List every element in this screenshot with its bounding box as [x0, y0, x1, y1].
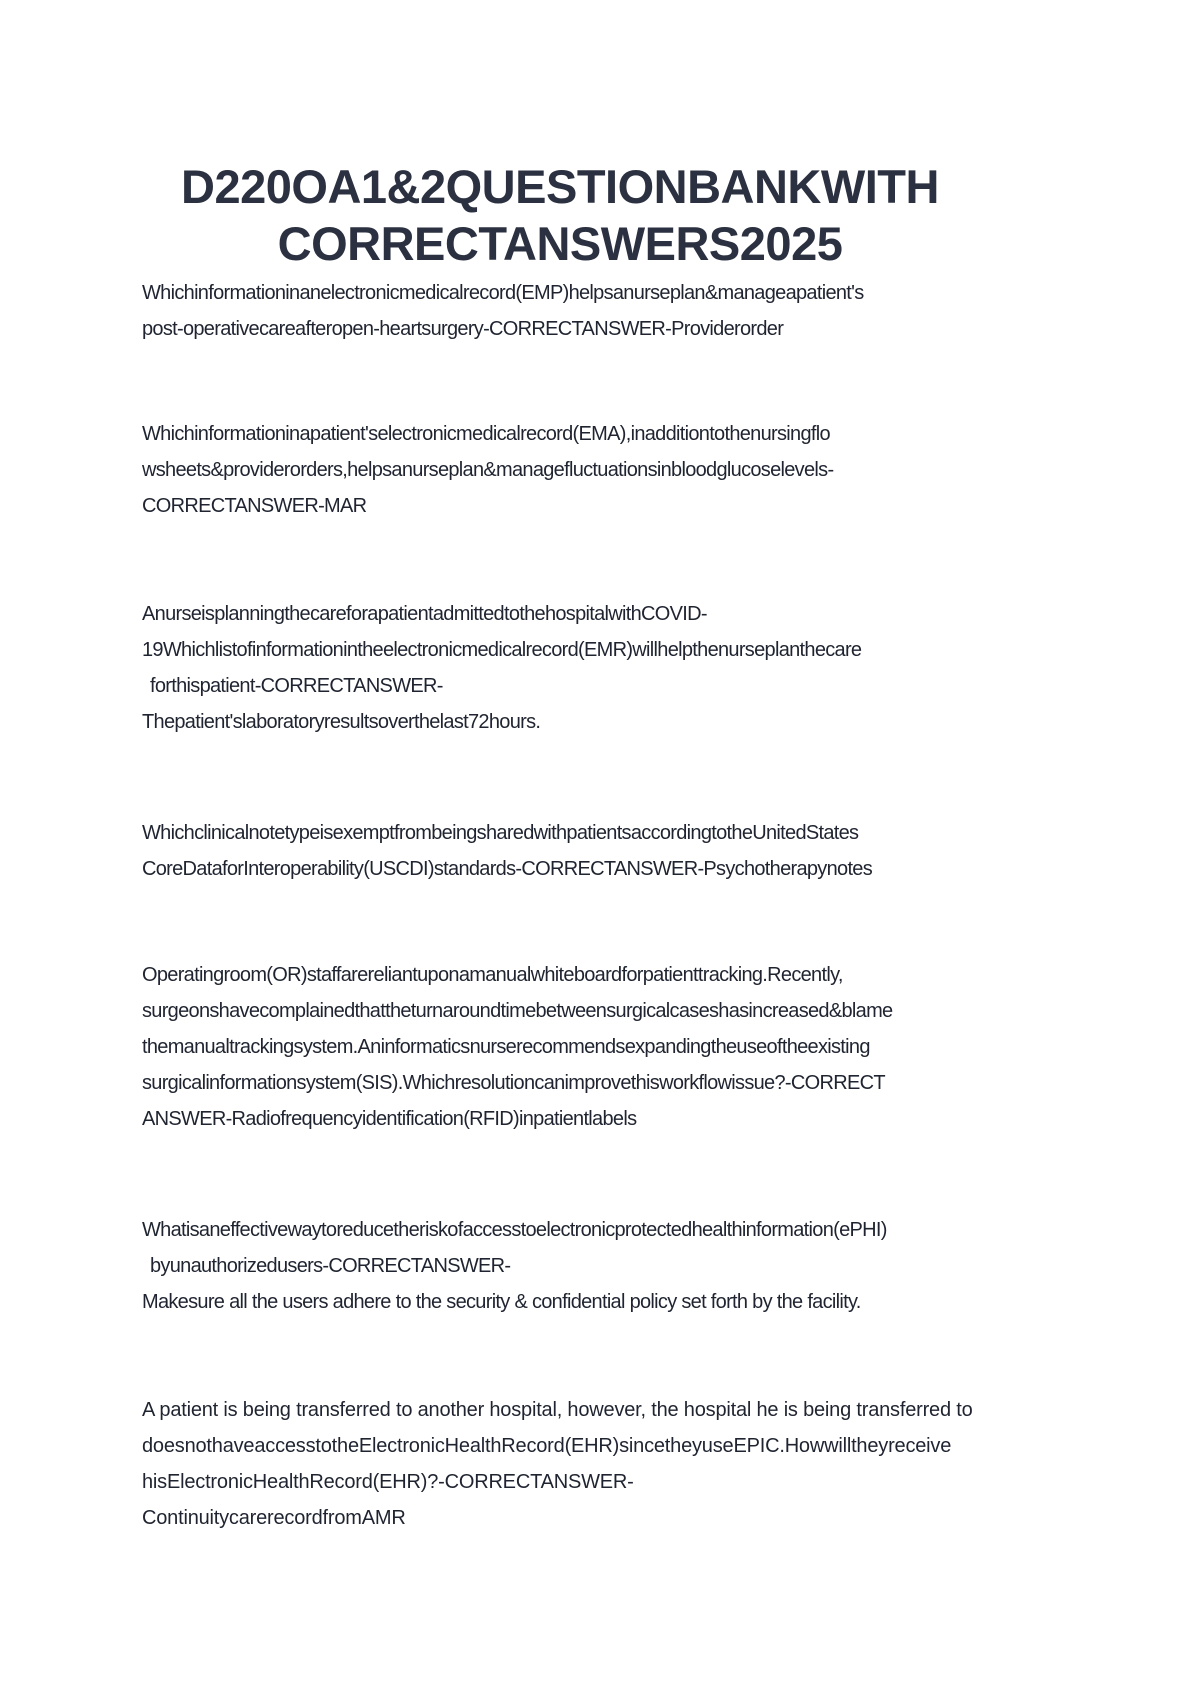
question-answer-1 — [142, 275, 1072, 347]
text-line: wsheets&providerorders,helpsanurseplan&managefluctuationsinbloodglucoselevels- — [142, 459, 834, 481]
question-answer-4 — [142, 815, 1072, 887]
text-line: hisElectronicHealthRecord(EHR)?-CORRECTANSWER- — [142, 1471, 634, 1493]
text-line: byunauthorizedusers-CORRECTANSWER- — [150, 1255, 511, 1277]
document-title — [140, 158, 980, 272]
text-line: surgeonshavecomplainedthattheturnaroundtimebetweensurgicalcaseshasincreased&blame — [142, 1000, 893, 1022]
question-answer-2 — [142, 416, 1072, 524]
text-line: Whichinformationinanelectronicmedicalrecord(EMP)helpsanurseplan&manageapatient's — [142, 282, 864, 304]
text-line: Makesure all the users adhere to the security & confidential policy set forth by the facility. — [142, 1291, 861, 1313]
text-line: Operatingroom(OR)staffarereliantuponamanualwhiteboardforpatienttracking.Recently, — [142, 964, 843, 986]
question-answer-7 — [142, 1392, 1072, 1536]
text-line: ContinuitycarerecordfromAMR — [142, 1507, 406, 1529]
title-line: D220OA1&2QUESTIONBANKWITH — [181, 160, 939, 213]
question-answer-5 — [142, 957, 1072, 1137]
title-line: CORRECTANSWERS2025 — [277, 217, 843, 270]
text-line: themanualtrackingsystem.Aninformaticsnurserecommendsexpandingtheuseoftheexisting — [142, 1036, 870, 1058]
question-answer-6 — [142, 1212, 1072, 1320]
text-line: Thepatient'slaboratoryresultsoverthelast72hours. — [142, 711, 541, 733]
text-line: Whatisaneffectivewaytoreducetheriskofaccesstoelectronicprotectedhealthinformation(ePHI) — [142, 1219, 887, 1241]
text-line: ANSWER-Radiofrequencyidentification(RFID)inpatientlabels — [142, 1108, 637, 1130]
text-line: AnurseisplanningthecareforapatientadmittedtothehospitalwithCOVID- — [142, 603, 707, 625]
text-line: Whichinformationinapatient'selectronicmedicalrecord(EMA),inadditiontothenursingflo — [142, 423, 830, 445]
text-line: post-operativecareafteropen-heartsurgery-CORRECTANSWER-Providerorder — [142, 318, 784, 340]
text-line: A patient is being transferred to another hospital, however, the hospital he is being transferred to — [142, 1399, 973, 1421]
text-line: 19Whichlistofinformationintheelectronicmedicalrecord(EMR)willhelpthenurseplanthecare — [142, 639, 862, 661]
text-line: surgicalinformationsystem(SIS).Whichresolutioncanimprovethisworkflowissue?-CORRECT — [142, 1072, 885, 1094]
text-line: doesnothaveaccesstotheElectronicHealthRecord(EHR)sincetheyuseEPIC.Howwilltheyreceive — [142, 1435, 952, 1457]
text-line: WhichclinicalnotetypeisexemptfrombeingsharedwithpatientsaccordingtotheUnitedStates — [142, 822, 859, 844]
text-line: forthispatient-CORRECTANSWER- — [150, 675, 443, 697]
text-line: CORRECTANSWER-MAR — [142, 495, 367, 517]
question-answer-3 — [142, 596, 1072, 740]
text-line: CoreDataforInteroperability(USCDI)standards-CORRECTANSWER-Psychotherapynotes — [142, 858, 873, 880]
